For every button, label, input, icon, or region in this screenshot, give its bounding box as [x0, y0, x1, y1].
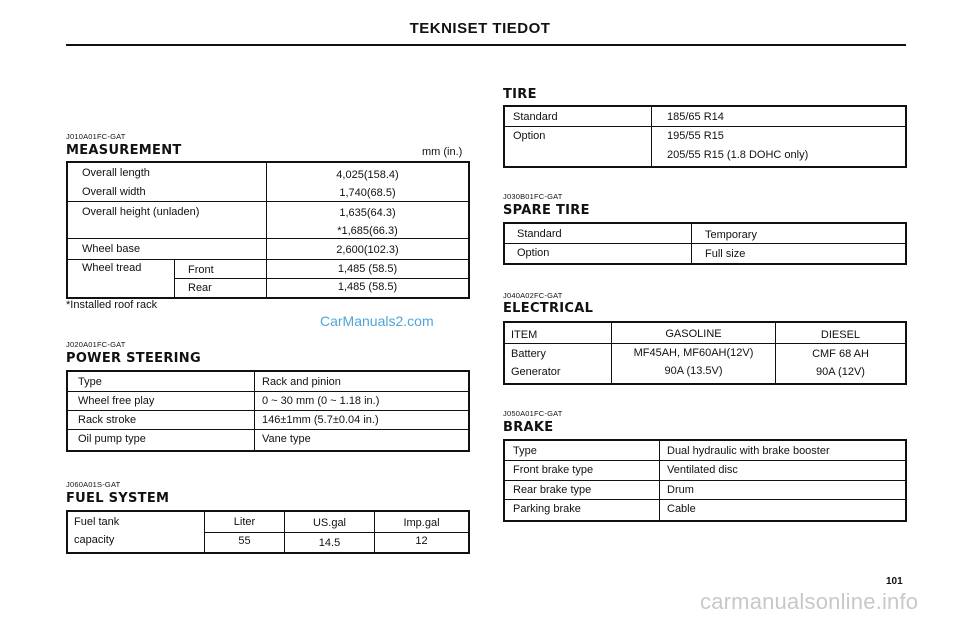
electrical-header-diesel: DIESEL [820, 329, 861, 341]
tire-title: TIRE [503, 87, 537, 102]
rear-brake-label: Rear brake type [513, 484, 592, 496]
wheel-base-label: Wheel base [82, 243, 141, 255]
battery-label: Battery [511, 348, 546, 360]
fuel-system-code: J060A01S-GAT [66, 480, 121, 489]
electrical-title: ELECTRICAL [503, 301, 594, 316]
tire-standard-value: 185/65 R14 [667, 111, 724, 123]
tread-front-label: Front [188, 264, 214, 276]
wheel-base-value: 2,600(102.3) [336, 244, 399, 256]
overall-height-label: Overall height (unladen) [82, 206, 200, 218]
roof-rack-note: *Installed roof rack [66, 299, 158, 311]
tire-table [503, 105, 907, 168]
parking-brake-label: Parking brake [513, 503, 581, 515]
brake-table [503, 439, 907, 522]
tire-standard-label: Standard [513, 111, 558, 123]
fuel-value-liter: 55 [238, 535, 251, 547]
fuel-header-us-gal: US.gal [312, 517, 347, 529]
overall-height-value: 1,635(64.3) [339, 207, 396, 219]
wheel-tread-label: Wheel tread [82, 262, 142, 274]
brake-title: BRAKE [503, 420, 554, 435]
spare-tire-title: SPARE TIRE [503, 203, 590, 218]
overall-length-label: Overall length [82, 167, 150, 179]
brake-type-label: Type [513, 445, 537, 457]
spare-standard-value: Temporary [705, 229, 757, 241]
watermark-mid: CarManuals2.com [320, 313, 434, 329]
power-steering-title: POWER STEERING [66, 351, 201, 366]
parking-brake-value: Cable [667, 503, 696, 515]
fuel-system-title: FUEL SYSTEM [66, 491, 170, 506]
measurement-title: MEASUREMENT [66, 143, 182, 158]
fuel-value-us-gal: 14.5 [318, 537, 341, 549]
spare-option-value: Full size [705, 248, 746, 260]
spare-tire-code: J030B01FC-GAT [503, 192, 563, 201]
generator-diesel-value: 90A (12V) [816, 366, 865, 378]
tire-option-label: Option [513, 130, 546, 142]
electrical-table [503, 321, 907, 385]
measurement-units: mm (in.) [422, 146, 463, 158]
brake-type-value: Dual hydraulic with brake booster [667, 445, 830, 457]
ps-oil-pump-value: Vane type [262, 433, 311, 445]
title-rule [66, 44, 906, 46]
fuel-header-imp-gal: Imp.gal [403, 517, 440, 529]
electrical-code: J040A02FC-GAT [503, 291, 563, 300]
watermark-bottom: carmanualsonline.info [700, 589, 919, 614]
ps-free-play-value: 0 ~ 30 mm (0 ~ 1.18 in.) [262, 395, 380, 407]
spare-tire-table [503, 222, 907, 265]
page-number: 101 [886, 576, 903, 587]
generator-label: Generator [511, 366, 561, 378]
overall-height-roofrack-value: *1,685(66.3) [337, 225, 398, 237]
measurement-code: J010A01FC-GAT [66, 132, 126, 141]
rear-brake-value: Drum [667, 484, 694, 496]
power-steering-table [66, 370, 470, 452]
ps-rack-stroke-value: 146±1mm (5.7±0.04 in.) [262, 414, 379, 426]
front-brake-value: Ventilated disc [667, 464, 738, 476]
battery-diesel-value: CMF 68 AH [812, 348, 869, 360]
fuel-capacity-label: capacity [74, 534, 115, 546]
electrical-header-item: ITEM [511, 329, 538, 341]
spare-option-label: Option [517, 247, 550, 259]
fuel-value-imp-gal: 12 [415, 535, 428, 547]
tire-option-value-2: 205/55 R15 (1.8 DOHC only) [667, 149, 809, 161]
tread-rear-value: 1,485 (58.5) [337, 281, 398, 293]
battery-gasoline-value: MF45AH, MF60AH(12V) [633, 347, 754, 359]
tread-front-value: 1,485 (58.5) [337, 263, 398, 275]
electrical-header-gasoline: GASOLINE [665, 328, 722, 340]
brake-code: J050A01FC-GAT [503, 409, 563, 418]
ps-rack-stroke-label: Rack stroke [78, 414, 137, 426]
fuel-tank-label: Fuel tank [74, 516, 120, 528]
generator-gasoline-value: 90A (13.5V) [664, 365, 723, 377]
spare-standard-label: Standard [517, 228, 562, 240]
tire-option-value-1: 195/55 R15 [667, 130, 724, 142]
measurement-table [66, 161, 470, 299]
overall-length-value: 4,025(158.4) [336, 169, 399, 181]
ps-type-label: Type [78, 376, 102, 388]
ps-type-value: Rack and pinion [262, 376, 341, 388]
ps-oil-pump-label: Oil pump type [78, 433, 146, 445]
front-brake-label: Front brake type [513, 464, 594, 476]
page-title: TEKNISET TIEDOT [409, 20, 551, 37]
overall-width-value: 1,740(68.5) [339, 187, 396, 199]
tread-rear-label: Rear [188, 282, 212, 294]
fuel-system-table [66, 510, 470, 554]
overall-width-label: Overall width [82, 186, 146, 198]
power-steering-code: J020A01FC-GAT [66, 340, 126, 349]
fuel-header-liter: Liter [233, 516, 256, 528]
ps-free-play-label: Wheel free play [78, 395, 155, 407]
